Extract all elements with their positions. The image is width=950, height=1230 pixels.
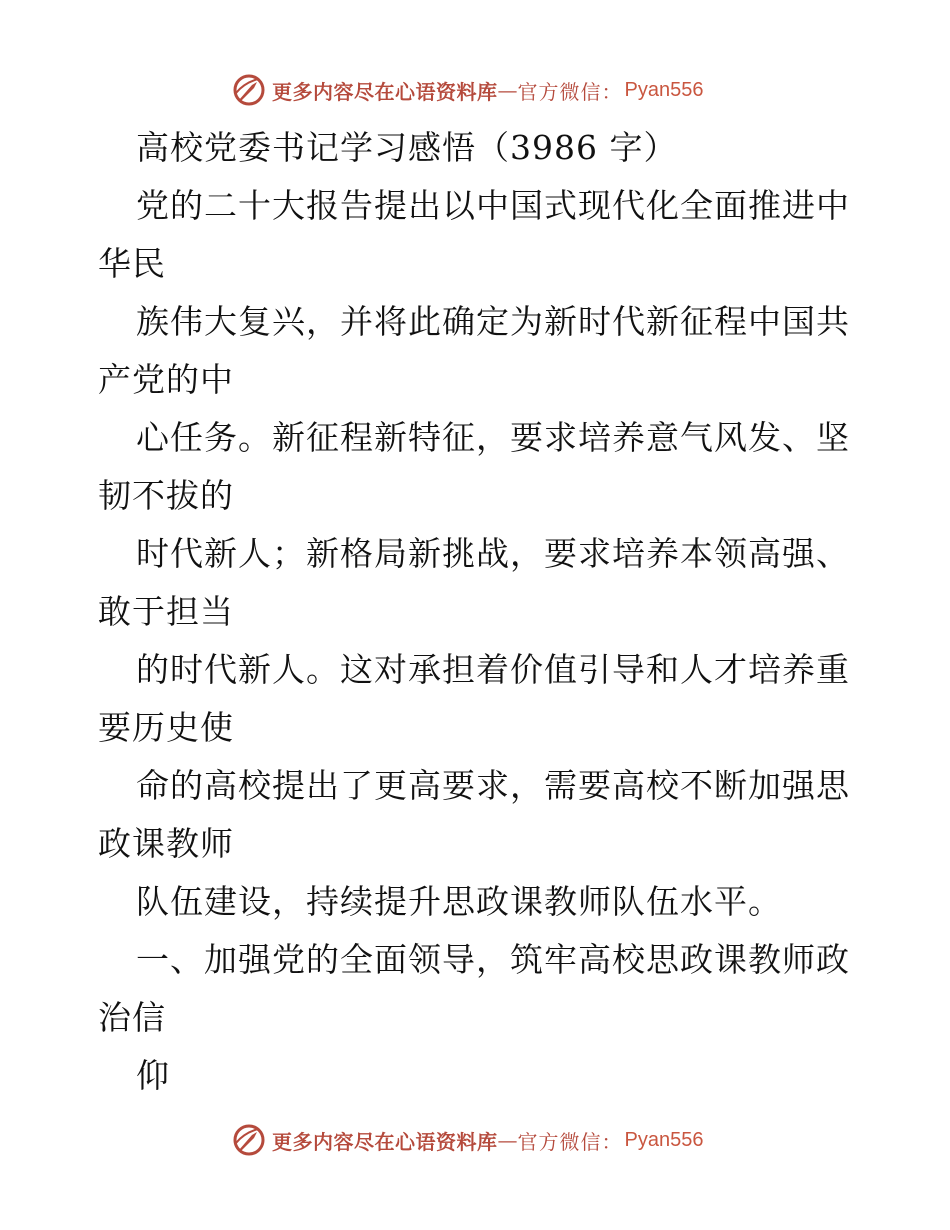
banner-official-label: 官方微信：: [517, 1129, 623, 1154]
text-line: 产党的中: [98, 360, 234, 399]
text-line: 要历史使: [98, 708, 234, 747]
text-line: 华民: [98, 244, 166, 283]
text-line: 时代新人；新格局新挑战，要求培养本领高强、: [136, 534, 850, 573]
footer-banner: [232, 1122, 703, 1158]
text-line: 队伍建设，持续提升思政课教师队伍水平。: [136, 882, 782, 921]
text-line: 的时代新人。这对承担着价值引导和人才培养重: [136, 650, 850, 689]
text-line: 族伟大复兴，并将此确定为新时代新征程中国共: [136, 302, 850, 341]
text-line: 治信: [98, 998, 166, 1037]
banner-wechat-id: Pyan556: [624, 1128, 704, 1151]
banner-wechat-id: Pyan556: [624, 78, 704, 101]
banner-main-text: 更多内容尽在心语资料库: [272, 79, 498, 104]
document-title: 高校党委书记学习感悟（3986 字）: [136, 128, 678, 167]
text-line: 仰: [136, 1056, 170, 1095]
banner-separator: —: [497, 1128, 518, 1152]
text-line: 韧不拔的: [98, 476, 234, 515]
text-line: 敢于担当: [98, 592, 234, 631]
text-line: 政课教师: [98, 824, 234, 863]
text-line: 心任务。新征程新特征，要求培养意气风发、坚: [136, 418, 850, 457]
text-line: 命的高校提出了更高要求，需要高校不断加强思: [136, 766, 850, 805]
banner-official-label: 官方微信：: [517, 79, 623, 104]
text-line: 党的二十大报告提出以中国式现代化全面推进中: [136, 186, 850, 225]
banner-separator: —: [497, 78, 518, 102]
pen-nib-logo-icon: [232, 1123, 266, 1157]
banner-main-text: 更多内容尽在心语资料库: [272, 1129, 498, 1154]
section-heading: 一、加强党的全面领导，筑牢高校思政课教师政: [136, 940, 850, 979]
